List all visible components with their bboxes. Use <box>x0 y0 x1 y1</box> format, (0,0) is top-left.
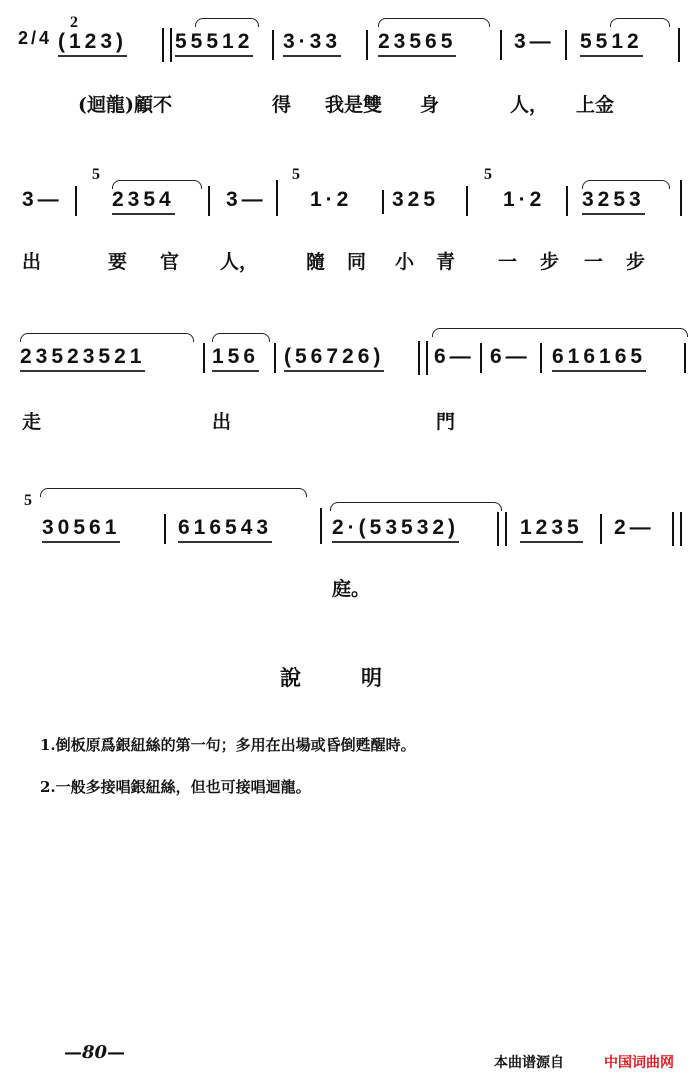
measure: 616165 <box>552 345 646 372</box>
barline <box>320 508 322 544</box>
barline <box>680 180 682 216</box>
lyric: 小 <box>395 251 415 273</box>
barline <box>600 514 602 544</box>
barline <box>276 180 278 216</box>
measure: 1·2 <box>503 188 546 211</box>
barline <box>678 28 680 62</box>
barline <box>500 30 502 60</box>
lyric: 出 <box>212 411 232 433</box>
slur <box>330 502 502 511</box>
grace-note: 5 <box>292 166 300 183</box>
double-barline <box>162 28 172 62</box>
barline <box>203 343 205 373</box>
slur <box>40 488 307 497</box>
measure: 156 <box>212 345 259 372</box>
barline <box>466 186 468 216</box>
barline <box>565 30 567 60</box>
measure: 3— <box>22 188 63 211</box>
grace-note: 2 <box>70 14 78 31</box>
measure: 3·33 <box>283 30 341 57</box>
lyric: (迴龍)顧不 <box>78 94 172 116</box>
measure: 2·(53532) <box>332 516 459 543</box>
double-barline <box>497 512 507 546</box>
lyric: 隨 <box>306 251 326 273</box>
measure: 6— <box>490 345 531 368</box>
lyric: 步 <box>540 251 560 273</box>
lyric: 我是雙 <box>325 94 383 116</box>
measure: (123) <box>58 30 127 57</box>
measure: 325 <box>392 188 440 211</box>
barline <box>164 514 166 544</box>
barline <box>382 190 384 214</box>
lyric: 人， <box>220 251 259 273</box>
lyric: 人， <box>510 94 549 116</box>
measure: 6— <box>434 345 475 368</box>
measure: 3— <box>514 30 555 53</box>
lyric: 官 <box>160 251 180 273</box>
slur <box>432 328 688 337</box>
slur <box>378 18 490 27</box>
slur <box>610 18 670 27</box>
grace-note: 5 <box>92 166 100 183</box>
barline <box>75 186 77 216</box>
measure: 30561 <box>42 516 120 543</box>
barline <box>272 30 274 60</box>
watermark-site[interactable]: 中国词曲网 <box>604 1055 674 1071</box>
lyric: 一 <box>498 251 518 273</box>
measure: 1235 <box>520 516 583 543</box>
lyric: 門 <box>436 411 456 433</box>
lyric: 一 <box>584 251 604 273</box>
lyric: 走 <box>22 411 42 433</box>
barline <box>566 186 568 216</box>
measure: 616543 <box>178 516 272 543</box>
measure: 23523521 <box>20 345 145 372</box>
measure: (56726) <box>284 345 384 372</box>
lyric: 要 <box>108 251 128 273</box>
barline <box>208 186 210 216</box>
lyric: 身 <box>420 94 440 116</box>
measure: 3253 <box>582 188 645 215</box>
barline <box>366 30 368 60</box>
grace-note: 5 <box>24 492 32 509</box>
grace-note: 5 <box>484 166 492 183</box>
time-signature: 2/4 <box>18 28 53 48</box>
measure: 23565 <box>378 30 456 57</box>
barline <box>540 343 542 373</box>
explanation-title: 說明 <box>280 665 442 690</box>
final-barline <box>672 512 682 546</box>
measure: 5512 <box>580 30 643 57</box>
explanation-note: 1.倒板原爲銀紐絲的第一句；多用在出場或昏倒甦醒時。 <box>40 736 416 754</box>
slur <box>20 333 194 342</box>
measure: 2— <box>614 516 655 539</box>
measure: 3— <box>226 188 267 211</box>
barline <box>480 343 482 373</box>
page-number: —80— <box>64 1042 126 1063</box>
lyric: 同 <box>347 251 367 273</box>
lyric: 上金 <box>576 94 615 116</box>
lyric: 出 <box>22 251 42 273</box>
lyric: 得 <box>272 94 292 116</box>
measure: 1·2 <box>310 188 353 211</box>
lyric: 步 <box>626 251 646 273</box>
lyric: 青 <box>436 251 456 273</box>
slur <box>212 333 270 342</box>
watermark-source: 本曲谱源自 <box>494 1055 564 1071</box>
lyric: 庭。 <box>332 578 371 600</box>
double-barline <box>418 341 428 375</box>
explanation-note: 2.一般多接唱銀紐絲，但也可接唱迴龍。 <box>40 778 311 796</box>
barline <box>684 343 686 373</box>
barline <box>274 343 276 373</box>
measure: 2354 <box>112 188 175 215</box>
slur <box>195 18 259 27</box>
measure: 55512 <box>175 30 253 57</box>
